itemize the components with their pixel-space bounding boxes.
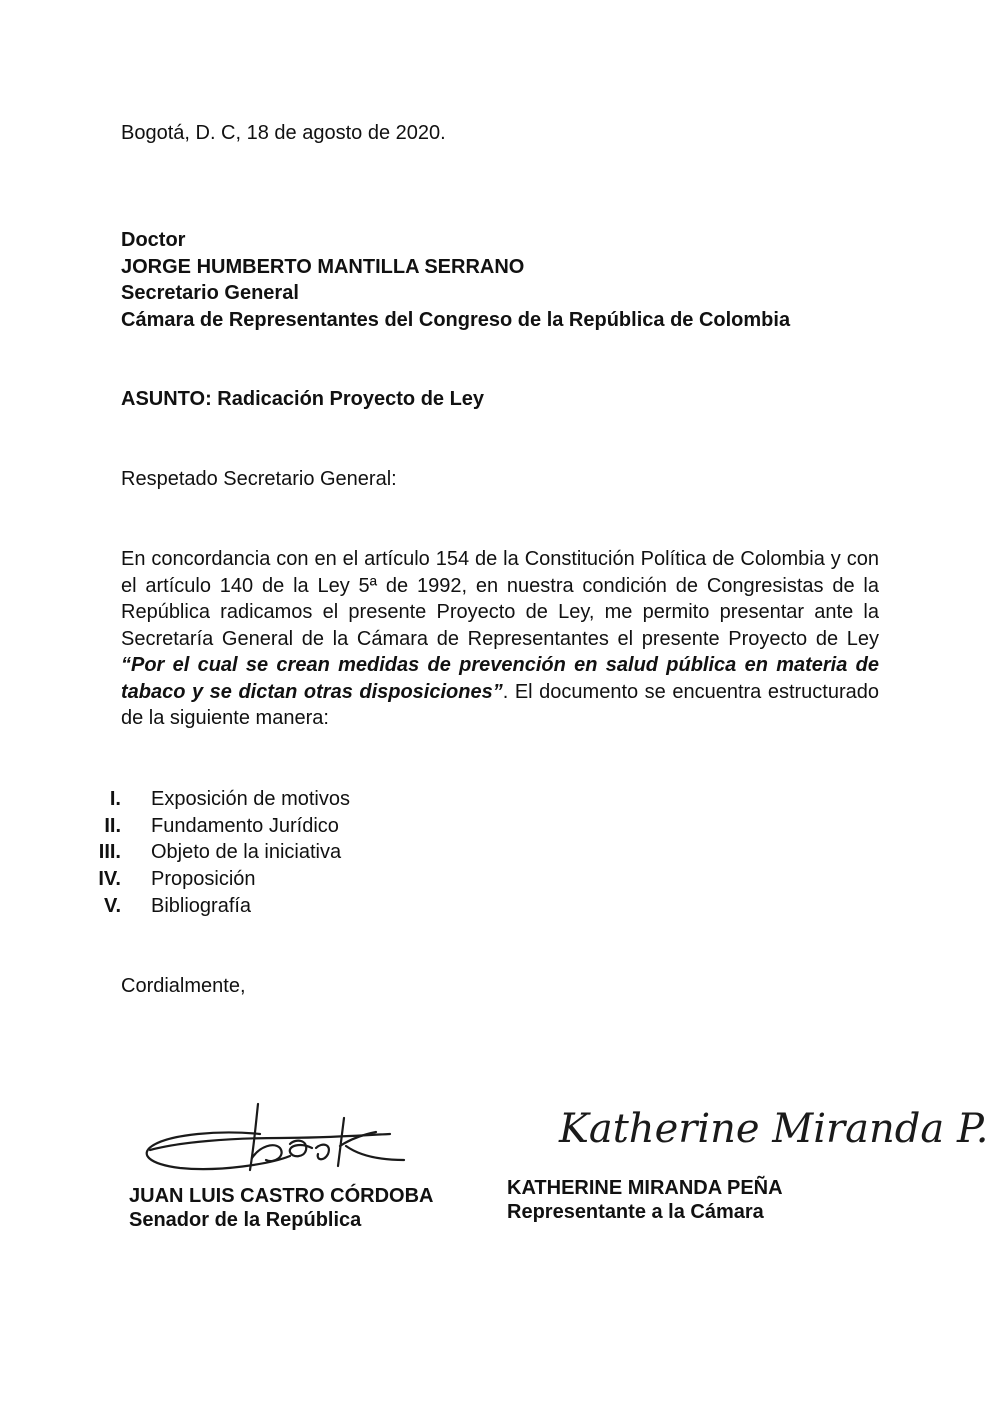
recipient-block [121,227,790,333]
list-item-text: Fundamento Jurídico [151,814,339,837]
signature-castro [140,1098,415,1178]
recipient-title: Doctor [121,229,186,251]
signer-role: Representante a la Cámara [507,1200,764,1223]
signature-miranda-text: Katherine Miranda P. [559,1106,989,1152]
recipient-name: JORGE HUMBERTO MANTILLA SERRANO [121,255,525,278]
letter-date: Bogotá, D. C, 18 de agosto de 2020. [121,122,446,144]
body-paragraph [121,546,879,732]
body-text-part1: En concordancia con en el artículo 154 de la Constitución Política de Colombia y con el artículo 140 de la Ley 5ª de 1992, en nuestra condición de Congresistas de la República radicamos el presente Proyecto de Ley, me permito presentar ante la Secretaría General de la Cámara de Representantes el presente Proyecto de Ley [121,548,879,650]
list-item-number: V. [103,894,121,917]
recipient-institution: Cámara de Representantes del Congreso de la República de Colombia [121,308,791,331]
signer-name: JUAN LUIS CASTRO CÓRDOBA [129,1185,434,1207]
list-item-number: I. [109,788,121,810]
signature-miranda [555,1090,989,1154]
recipient-position: Secretario General [121,282,299,304]
list-item-number: II. [104,814,121,837]
body-text-part2: . El documento se encuentra estructurado de la siguiente manera: [121,680,880,729]
list-item-text: Objeto de la iniciativa [151,841,342,864]
list-item-number: IV. [98,868,121,891]
signer-miranda [507,1175,783,1222]
signer-name: KATHERINE MIRANDA PEÑA [507,1177,783,1199]
list-item-text: Exposición de motivos [151,788,350,810]
signer-castro [129,1183,433,1230]
list-item-text: Proposición [151,868,256,891]
list-item-text: Bibliografía [151,894,252,917]
letter-closing: Cordialmente, [121,975,246,997]
letter-salutation: Respetado Secretario General: [121,468,397,490]
list-item-number: III. [98,841,121,864]
bill-title: “Por el cual se crean medidas de prevención en salud pública en materia de tabaco y se dictan otras disposiciones” [121,654,879,703]
letter-subject: ASUNTO: Radicación Proyecto de Ley [121,388,485,410]
signer-role: Senador de la República [129,1208,362,1231]
